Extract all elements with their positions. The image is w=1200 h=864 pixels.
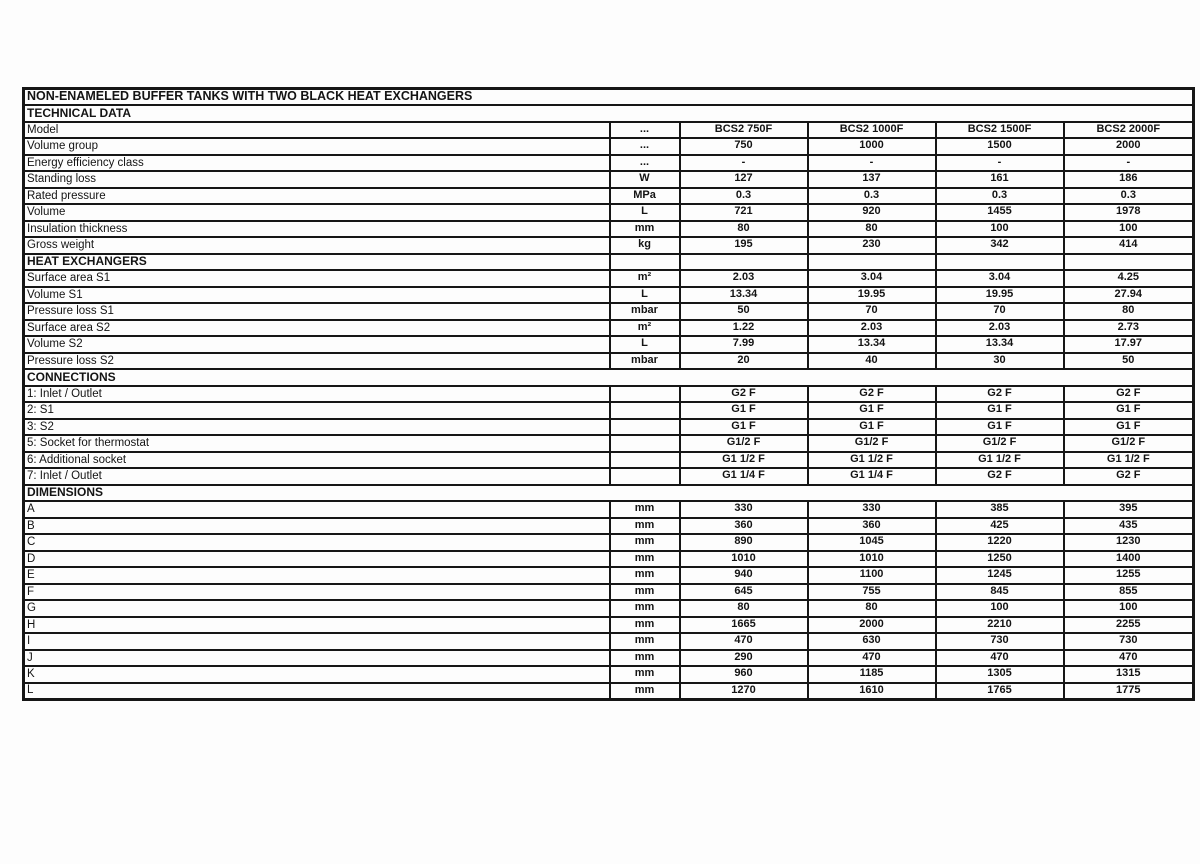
row-unit: MPa	[610, 188, 680, 205]
row-value: 2000	[808, 617, 936, 634]
row-value: 730	[936, 633, 1064, 650]
row-unit: m²	[610, 270, 680, 287]
section-header-row	[24, 369, 1194, 386]
row-value: 360	[808, 518, 936, 535]
row-label: L	[24, 683, 610, 700]
row-label: 5: Socket for thermostat	[24, 435, 610, 452]
spec-row	[24, 551, 1194, 568]
row-value: G1/2 F	[680, 435, 808, 452]
row-value: 2.73	[1064, 320, 1194, 337]
spec-row	[24, 666, 1194, 683]
row-label: Volume S1	[24, 287, 610, 304]
row-unit: W	[610, 171, 680, 188]
spec-row	[24, 221, 1194, 238]
row-label: Standing loss	[24, 171, 610, 188]
row-value: 80	[808, 600, 936, 617]
row-unit: kg	[610, 237, 680, 254]
spec-row	[24, 237, 1194, 254]
row-label: Energy efficiency class	[24, 155, 610, 172]
row-label: G	[24, 600, 610, 617]
spec-table	[22, 87, 1195, 701]
row-value: 17.97	[1064, 336, 1194, 353]
spec-row	[24, 188, 1194, 205]
row-unit	[610, 402, 680, 419]
row-value: 330	[680, 501, 808, 518]
spec-row	[24, 650, 1194, 667]
row-unit: L	[610, 287, 680, 304]
row-value: 161	[936, 171, 1064, 188]
row-value: 330	[808, 501, 936, 518]
row-value: G1 F	[808, 419, 936, 436]
empty-value-cell	[1064, 254, 1194, 271]
row-value: G1 F	[808, 402, 936, 419]
row-value: G1 1/4 F	[808, 468, 936, 485]
row-value: BCS2 750F	[680, 122, 808, 139]
row-value: G2 F	[1064, 386, 1194, 403]
row-label: 2: S1	[24, 402, 610, 419]
row-unit: L	[610, 204, 680, 221]
row-value: G2 F	[808, 386, 936, 403]
row-value: 342	[936, 237, 1064, 254]
spec-row	[24, 287, 1194, 304]
row-value: G2 F	[680, 386, 808, 403]
row-value: 470	[680, 633, 808, 650]
row-value: G2 F	[936, 386, 1064, 403]
row-label: Volume group	[24, 138, 610, 155]
row-unit	[610, 468, 680, 485]
row-unit: mm	[610, 534, 680, 551]
row-value: 7.99	[680, 336, 808, 353]
row-value: 920	[808, 204, 936, 221]
row-label: D	[24, 551, 610, 568]
row-value: 645	[680, 584, 808, 601]
row-value: 80	[808, 221, 936, 238]
row-value: 395	[1064, 501, 1194, 518]
row-value: 100	[936, 221, 1064, 238]
spec-row	[24, 468, 1194, 485]
row-value: 750	[680, 138, 808, 155]
empty-value-cell	[808, 254, 936, 271]
row-value: 0.3	[680, 188, 808, 205]
row-value: G2 F	[936, 468, 1064, 485]
spec-row	[24, 204, 1194, 221]
row-value: G1/2 F	[936, 435, 1064, 452]
row-unit: m²	[610, 320, 680, 337]
row-value: 890	[680, 534, 808, 551]
spec-row	[24, 435, 1194, 452]
row-unit: mm	[610, 221, 680, 238]
row-unit: mbar	[610, 303, 680, 320]
row-label: K	[24, 666, 610, 683]
row-unit: mm	[610, 567, 680, 584]
row-label: F	[24, 584, 610, 601]
row-label: 1: Inlet / Outlet	[24, 386, 610, 403]
row-label: Insulation thickness	[24, 221, 610, 238]
spec-row	[24, 600, 1194, 617]
row-label: Surface area S1	[24, 270, 610, 287]
row-value: 19.95	[808, 287, 936, 304]
row-unit: ...	[610, 155, 680, 172]
spec-row	[24, 122, 1194, 139]
row-value: 360	[680, 518, 808, 535]
row-value: 230	[808, 237, 936, 254]
row-unit: mm	[610, 501, 680, 518]
row-label: B	[24, 518, 610, 535]
row-unit: mm	[610, 584, 680, 601]
spec-row	[24, 386, 1194, 403]
spec-row	[24, 683, 1194, 700]
spec-row	[24, 320, 1194, 337]
row-value: 290	[680, 650, 808, 667]
row-value: -	[808, 155, 936, 172]
row-value: 2000	[1064, 138, 1194, 155]
row-value: 1500	[936, 138, 1064, 155]
row-label: Model	[24, 122, 610, 139]
row-value: 3.04	[936, 270, 1064, 287]
row-value: G1/2 F	[808, 435, 936, 452]
spec-row	[24, 633, 1194, 650]
empty-value-cell	[936, 254, 1064, 271]
row-unit: mm	[610, 551, 680, 568]
section-header: DIMENSIONS	[24, 485, 1194, 502]
row-value: G2 F	[1064, 468, 1194, 485]
row-value: 127	[680, 171, 808, 188]
row-value: BCS2 1000F	[808, 122, 936, 139]
spec-row	[24, 501, 1194, 518]
row-unit: mm	[610, 633, 680, 650]
row-value: 80	[680, 221, 808, 238]
row-label: H	[24, 617, 610, 634]
spec-row	[24, 336, 1194, 353]
row-value: 730	[1064, 633, 1194, 650]
row-value: 4.25	[1064, 270, 1194, 287]
row-unit: mm	[610, 666, 680, 683]
row-unit: mm	[610, 617, 680, 634]
row-value: 414	[1064, 237, 1194, 254]
row-value: 1045	[808, 534, 936, 551]
row-value: 1230	[1064, 534, 1194, 551]
row-unit: mm	[610, 518, 680, 535]
spec-row	[24, 270, 1194, 287]
row-value: 1305	[936, 666, 1064, 683]
row-value: 470	[808, 650, 936, 667]
section-header-row	[24, 105, 1194, 122]
row-unit	[610, 435, 680, 452]
row-label: Volume	[24, 204, 610, 221]
row-value: 1775	[1064, 683, 1194, 700]
row-value: 2210	[936, 617, 1064, 634]
row-value: 2.03	[680, 270, 808, 287]
row-value: 0.3	[808, 188, 936, 205]
row-value: 80	[1064, 303, 1194, 320]
row-value: 19.95	[936, 287, 1064, 304]
row-value: 1315	[1064, 666, 1194, 683]
section-header: HEAT EXCHANGERS	[24, 254, 610, 271]
spec-row	[24, 402, 1194, 419]
row-unit: ...	[610, 138, 680, 155]
row-value: 50	[1064, 353, 1194, 370]
row-value: 30	[936, 353, 1064, 370]
row-value: 3.04	[808, 270, 936, 287]
row-value: 1665	[680, 617, 808, 634]
row-value: BCS2 1500F	[936, 122, 1064, 139]
row-unit: mm	[610, 650, 680, 667]
spec-row	[24, 567, 1194, 584]
spec-row	[24, 617, 1194, 634]
row-value: 0.3	[936, 188, 1064, 205]
row-label: Gross weight	[24, 237, 610, 254]
row-value: 1010	[680, 551, 808, 568]
row-value: 425	[936, 518, 1064, 535]
row-label: Pressure loss S1	[24, 303, 610, 320]
row-label: A	[24, 501, 610, 518]
row-unit: mbar	[610, 353, 680, 370]
row-label: Rated pressure	[24, 188, 610, 205]
row-label: Pressure loss S2	[24, 353, 610, 370]
row-value: 845	[936, 584, 1064, 601]
row-value: 470	[1064, 650, 1194, 667]
row-value: 2255	[1064, 617, 1194, 634]
row-value: 20	[680, 353, 808, 370]
row-value: 1220	[936, 534, 1064, 551]
row-value: 1270	[680, 683, 808, 700]
section-header-row	[24, 485, 1194, 502]
row-value: G1/2 F	[1064, 435, 1194, 452]
row-value: G1 F	[1064, 402, 1194, 419]
row-value: 50	[680, 303, 808, 320]
empty-value-cell	[680, 254, 808, 271]
spec-row	[24, 518, 1194, 535]
row-value: 195	[680, 237, 808, 254]
row-unit	[610, 419, 680, 436]
row-value: G1 F	[1064, 419, 1194, 436]
row-value: 2.03	[936, 320, 1064, 337]
row-label: I	[24, 633, 610, 650]
row-unit: L	[610, 336, 680, 353]
row-value: G1 F	[936, 402, 1064, 419]
row-value: 1185	[808, 666, 936, 683]
row-value: 630	[808, 633, 936, 650]
row-value: BCS2 2000F	[1064, 122, 1194, 139]
row-value: 40	[808, 353, 936, 370]
spec-row	[24, 138, 1194, 155]
row-label: Volume S2	[24, 336, 610, 353]
spec-row	[24, 155, 1194, 172]
row-value: 721	[680, 204, 808, 221]
row-value: 186	[1064, 171, 1194, 188]
row-value: 1100	[808, 567, 936, 584]
row-value: 470	[936, 650, 1064, 667]
row-label: 6: Additional socket	[24, 452, 610, 469]
row-value: 435	[1064, 518, 1194, 535]
row-value: 2.03	[808, 320, 936, 337]
row-value: 1765	[936, 683, 1064, 700]
row-unit	[610, 452, 680, 469]
row-label: 3: S2	[24, 419, 610, 436]
row-value: 1250	[936, 551, 1064, 568]
row-value: 70	[808, 303, 936, 320]
row-value: 1245	[936, 567, 1064, 584]
table-title-row	[24, 89, 1194, 106]
row-value: 13.34	[808, 336, 936, 353]
row-unit	[610, 386, 680, 403]
row-value: 137	[808, 171, 936, 188]
row-label: C	[24, 534, 610, 551]
row-value: 1.22	[680, 320, 808, 337]
row-value: 855	[1064, 584, 1194, 601]
row-value: 940	[680, 567, 808, 584]
spec-row	[24, 452, 1194, 469]
row-value: G1 F	[680, 419, 808, 436]
spec-row	[24, 303, 1194, 320]
row-value: -	[936, 155, 1064, 172]
row-value: G1 F	[680, 402, 808, 419]
spec-row	[24, 534, 1194, 551]
row-unit: mm	[610, 683, 680, 700]
row-value: 13.34	[936, 336, 1064, 353]
empty-unit-cell	[610, 254, 680, 271]
row-value: 960	[680, 666, 808, 683]
row-unit: ...	[610, 122, 680, 139]
row-value: G1 1/2 F	[1064, 452, 1194, 469]
row-value: 100	[1064, 221, 1194, 238]
row-value: 80	[680, 600, 808, 617]
section-header: TECHNICAL DATA	[24, 105, 1194, 122]
section-header: CONNECTIONS	[24, 369, 1194, 386]
row-value: 13.34	[680, 287, 808, 304]
row-value: 755	[808, 584, 936, 601]
row-unit: mm	[610, 600, 680, 617]
row-value: 27.94	[1064, 287, 1194, 304]
table-title: NON-ENAMELED BUFFER TANKS WITH TWO BLACK HEAT EXCHANGERS	[24, 89, 1194, 106]
row-value: 100	[1064, 600, 1194, 617]
row-value: 1010	[808, 551, 936, 568]
row-value: G1 1/2 F	[680, 452, 808, 469]
row-label: 7: Inlet / Outlet	[24, 468, 610, 485]
row-value: G1 1/2 F	[936, 452, 1064, 469]
row-value: 1000	[808, 138, 936, 155]
row-value: 0.3	[1064, 188, 1194, 205]
row-value: 1455	[936, 204, 1064, 221]
spec-row	[24, 353, 1194, 370]
row-value: 70	[936, 303, 1064, 320]
spec-table-body	[24, 89, 1194, 700]
row-value: 1400	[1064, 551, 1194, 568]
spec-row	[24, 419, 1194, 436]
section-header-row	[24, 254, 1194, 271]
row-value: 385	[936, 501, 1064, 518]
row-value: 1610	[808, 683, 936, 700]
row-label: E	[24, 567, 610, 584]
row-value: G1 F	[936, 419, 1064, 436]
row-value: 1255	[1064, 567, 1194, 584]
spec-row	[24, 584, 1194, 601]
row-value: G1 1/4 F	[680, 468, 808, 485]
row-label: J	[24, 650, 610, 667]
row-label: Surface area S2	[24, 320, 610, 337]
row-value: 100	[936, 600, 1064, 617]
row-value: G1 1/2 F	[808, 452, 936, 469]
spec-row	[24, 171, 1194, 188]
row-value: 1978	[1064, 204, 1194, 221]
row-value: -	[680, 155, 808, 172]
row-value: -	[1064, 155, 1194, 172]
